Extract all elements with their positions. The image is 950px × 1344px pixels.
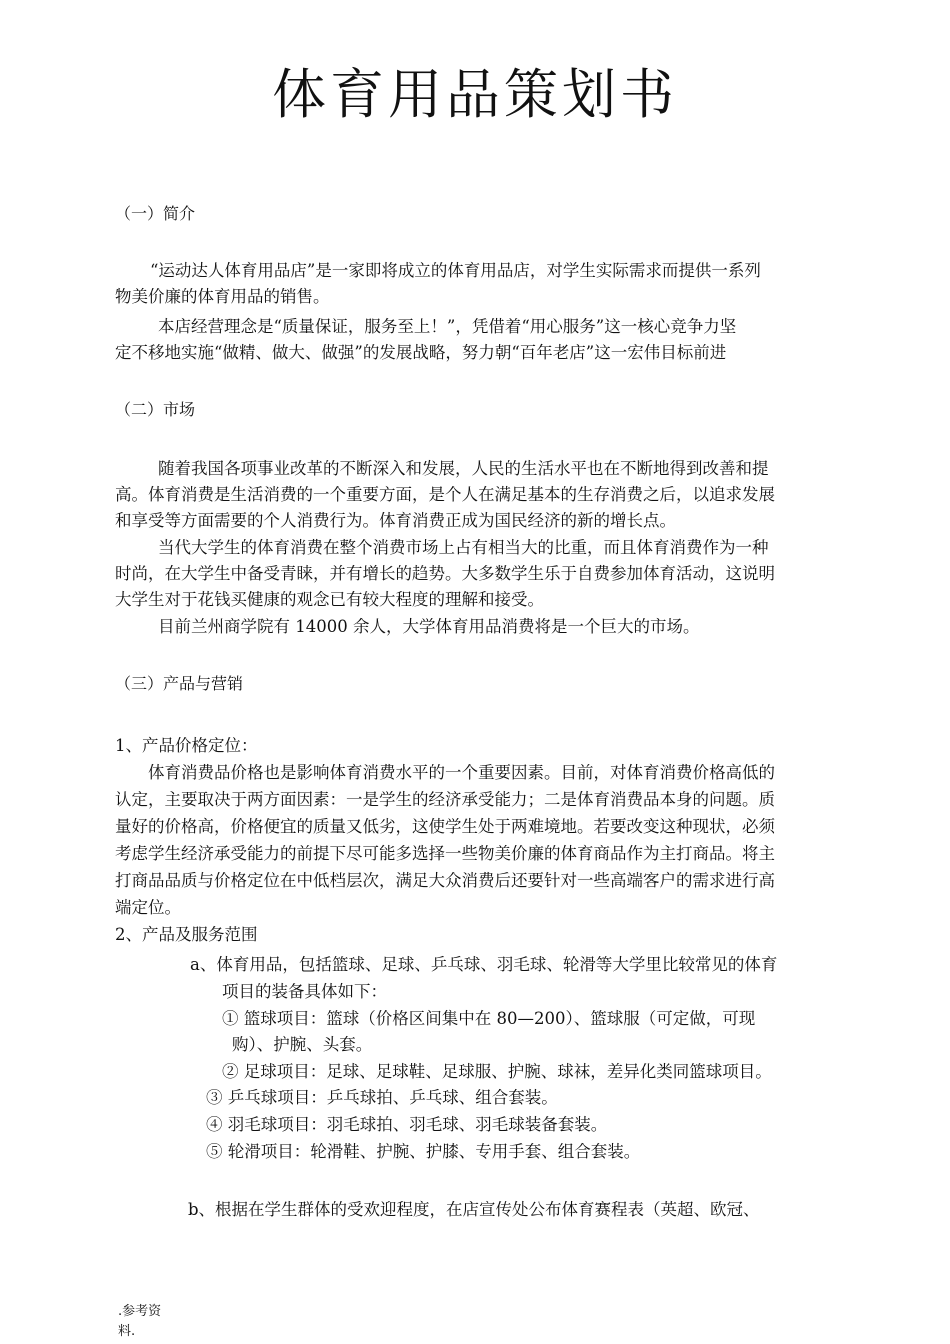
pricing-line-5: 打商品品质与价格定位在中低档层次，满足大众消费后还要针对一些高端客户的需求进行高 [115,871,775,890]
range-heading: 2、产品及服务范围 [115,925,258,944]
item-badminton: ④ 羽毛球项目：羽毛球拍、羽毛球、羽毛球装备套装。 [206,1115,608,1134]
market-paragraph-1-line-1: 随着我国各项事业改革的不断深入和发展，人民的生活水平也在不断地得到改善和提 [158,459,769,478]
range-a-line-2: 项目的装备具体如下： [222,982,387,1001]
market-paragraph-2-line-3: 大学生对于花钱买健康的观念已有较大程度的理解和接受。 [115,590,544,609]
section-heading-product: （三）产品与营销 [115,674,244,693]
item-basketball-line-2: 购）、护腕、头套。 [232,1035,373,1054]
intro-paragraph-2-line-2: 定不移地实施“做精、做大、做强”的发展战略，努力朝“百年老店”这一宏伟目标前进 [115,343,727,362]
document-title: 体育用品策划书 [272,63,678,126]
item-football: ② 足球项目：足球、足球鞋、足球服、护腕、球袜，差异化类同篮球项目。 [222,1062,772,1081]
item-rollerskating: ⑤ 轮滑项目：轮滑鞋、护腕、护膝、专用手套、组合套装。 [206,1142,641,1161]
pricing-line-1: 体育消费品价格也是影响体育消费水平的一个重要因素。目前，对体育消费价格高低的 [148,763,775,782]
pricing-line-6: 端定位。 [115,898,181,917]
market-paragraph-1-line-3: 和享受等方面需要的个人消费行为。体育消费正成为国民经济的新的增长点。 [115,511,676,530]
pricing-line-3: 量好的价格高，价格便宜的质量又低劣，这使学生处于两难境地。若要改变这种现状，必须 [115,817,775,836]
pricing-line-2: 认定，主要取决于两方面因素：一是学生的经济承受能力；二是体育消费品本身的问题。质 [115,790,775,809]
market-paragraph-2-line-1: 当代大学生的体育消费在整个消费市场上占有相当大的比重，而且体育消费作为一种 [158,538,769,557]
section-heading-intro: （一）简介 [115,204,196,223]
pricing-line-4: 考虑学生经济承受能力的前提下尽可能多选择一些物美价廉的体育商品作为主打商品。将主 [115,844,775,863]
range-a-line-1: a、体育用品，包括篮球、足球、乒乓球、羽毛球、轮滑等大学里比较常见的体育 [190,955,778,974]
market-paragraph-3-line-1: 目前兰州商学院有 14000 余人，大学体育用品消费将是一个巨大的市场。 [158,617,700,636]
range-b-line-1: b、根据在学生群体的受欢迎程度，在店宣传处公布体育赛程表（英超、欧冠、 [188,1200,760,1219]
intro-paragraph-1-line-1: “运动达人体育用品店”是一家即将成立的体育用品店，对学生实际需求而提供一系列 [150,261,761,280]
intro-paragraph-1-line-2: 物美价廉的体育用品的销售。 [115,287,330,306]
market-paragraph-2-line-2: 时尚，在大学生中备受青睐，并有增长的趋势。大多数学生乐于自费参加体育活动，这说明 [115,564,775,583]
intro-paragraph-2-line-1: 本店经营理念是“质量保证，服务至上！”，凭借着“用心服务”这一核心竞争力坚 [158,317,737,336]
section-heading-market: （二）市场 [115,400,196,419]
item-basketball-line-1: ① 篮球项目：篮球（价格区间集中在 80—200）、篮球服（可定做，可现 [222,1009,756,1028]
market-paragraph-1-line-2: 高。体育消费是生活消费的一个重要方面，是个人在满足基本的生存消费之后，以追求发展 [115,485,775,504]
pricing-heading: 1、产品价格定位： [115,736,258,755]
item-pingpong: ③ 乒乓球项目：乒乓球拍、乒乓球、组合套装。 [206,1088,558,1107]
footer-note: .参考资料. [118,1304,162,1339]
